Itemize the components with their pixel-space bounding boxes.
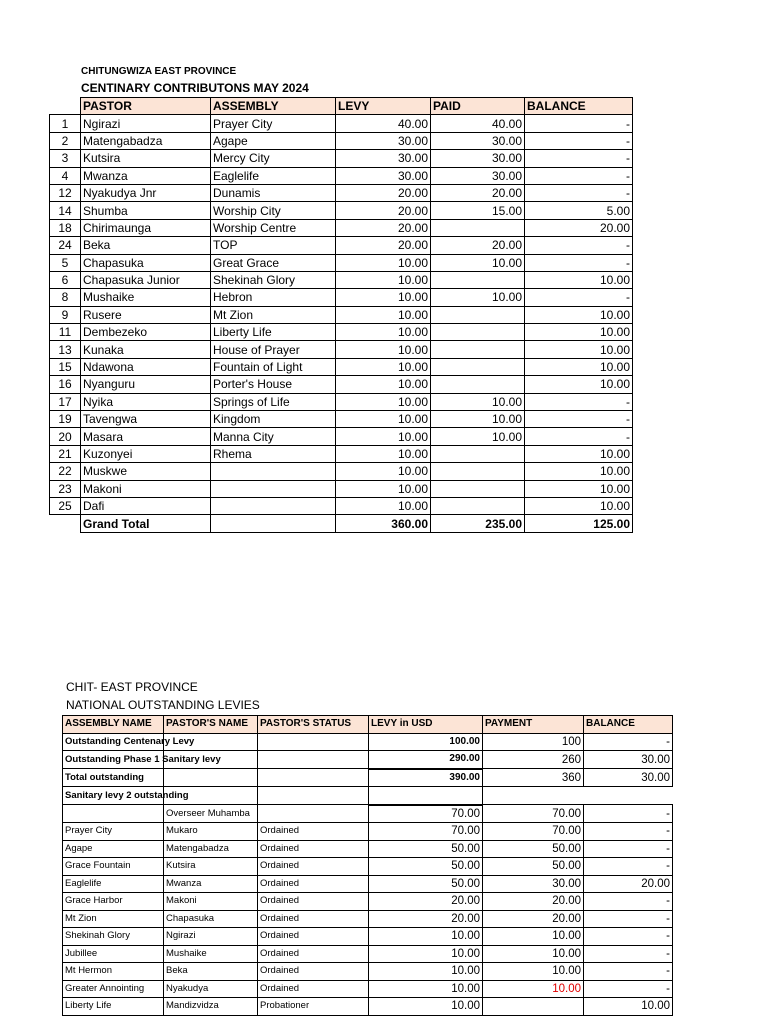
row-number: 18	[50, 219, 81, 236]
pastor-cell: Mukaro	[164, 823, 258, 841]
balance-cell: 10.00	[525, 376, 633, 393]
pastor-cell: Mushaike	[164, 945, 258, 963]
balance-cell: -	[584, 805, 673, 823]
table-row	[63, 875, 673, 893]
balance-cell: -	[525, 150, 633, 167]
table-row	[50, 167, 633, 184]
pastor-cell: Dembezeko	[81, 324, 211, 341]
table-row	[50, 254, 633, 271]
payment-cell: 10.00	[483, 963, 584, 981]
section2-title: NATIONAL OUTSTANDING LEVIES	[66, 698, 260, 712]
status-cell: Probationer	[258, 998, 369, 1016]
pastor-cell: Masara	[81, 428, 211, 445]
paid-cell	[431, 324, 525, 341]
pastor-cell: Matengabadza	[81, 132, 211, 149]
paid-cell: 30.00	[431, 150, 525, 167]
table-row	[63, 998, 673, 1016]
table-row	[63, 928, 673, 946]
pastor-cell: Nyakudya	[164, 980, 258, 998]
balance-cell: 20.00	[525, 219, 633, 236]
payment-cell: 10.00	[483, 928, 584, 946]
balance-cell: 10.00	[525, 358, 633, 375]
total-balance: 125.00	[525, 515, 633, 532]
summary-row	[63, 733, 673, 751]
levy-cell: 10.00	[336, 271, 431, 288]
table-row	[50, 497, 633, 514]
assembly-cell: Hebron	[211, 289, 336, 306]
header-balance: BALANCE	[525, 98, 633, 115]
row-number: 2	[50, 132, 81, 149]
levy-cell: 10.00	[369, 928, 483, 946]
outstanding-levies-table	[62, 715, 673, 1016]
payment-cell: 30.00	[483, 875, 584, 893]
blank-cell	[258, 733, 369, 751]
summary-label: Outstanding Centenary Levy	[63, 733, 164, 751]
balance-cell: -	[584, 858, 673, 876]
summary-levy: 100.00	[369, 733, 483, 751]
levy-cell: 10.00	[336, 306, 431, 323]
section1-province: CHITUNGWIZA EAST PROVINCE	[81, 66, 237, 77]
paid-cell: 30.00	[431, 167, 525, 184]
levy-cell: 10.00	[336, 411, 431, 428]
row-number: 14	[50, 202, 81, 219]
table-row	[63, 805, 673, 823]
paid-cell	[431, 445, 525, 462]
row-number: 17	[50, 393, 81, 410]
status-cell: Ordained	[258, 823, 369, 841]
row-number: 21	[50, 445, 81, 462]
summary-levy: 290.00	[369, 751, 483, 769]
levy-cell: 10.00	[336, 289, 431, 306]
assembly-cell: TOP	[211, 237, 336, 254]
table-row	[50, 237, 633, 254]
levy-cell: 20.00	[336, 219, 431, 236]
row-number: 3	[50, 150, 81, 167]
balance-cell: 10.00	[525, 271, 633, 288]
row-number: 15	[50, 358, 81, 375]
levy-cell: 20.00	[369, 910, 483, 928]
pastor-cell: Nyanguru	[81, 376, 211, 393]
balance-cell: -	[525, 411, 633, 428]
summary-levy: 390.00	[369, 769, 483, 787]
assembly-cell: Mt Zion	[63, 910, 164, 928]
row-number: 19	[50, 411, 81, 428]
levy-cell: 10.00	[336, 254, 431, 271]
section1-title: CENTINARY CONTRIBUTONS MAY 2024	[81, 81, 309, 95]
table-row	[63, 910, 673, 928]
header-no	[50, 98, 81, 115]
balance-cell: -	[525, 132, 633, 149]
levy-cell: 10.00	[369, 980, 483, 998]
row-number: 23	[50, 480, 81, 497]
table-row	[50, 341, 633, 358]
row-number: 1	[50, 115, 81, 132]
header-pastor-name: PASTOR'S NAME	[164, 716, 258, 734]
balance-cell: -	[584, 840, 673, 858]
assembly-cell: Shekinah Glory	[211, 271, 336, 288]
payment-cell: 70.00	[483, 805, 584, 823]
summary-row	[63, 751, 673, 769]
balance-cell: -	[584, 910, 673, 928]
assembly-cell	[211, 480, 336, 497]
levy-cell: 20.00	[336, 237, 431, 254]
pastor-cell: Ndawona	[81, 358, 211, 375]
balance-cell: -	[525, 184, 633, 201]
payment-cell: 50.00	[483, 858, 584, 876]
header-balance: BALANCE	[584, 716, 673, 734]
status-cell: Ordained	[258, 893, 369, 911]
header-pastor-status: PASTOR'S STATUS	[258, 716, 369, 734]
assembly-cell: Prayer City	[63, 823, 164, 841]
paid-cell: 15.00	[431, 202, 525, 219]
grand-total-row	[50, 515, 633, 532]
assembly-cell: Grace Harbor	[63, 893, 164, 911]
status-cell: Ordained	[258, 963, 369, 981]
levy-cell: 20.00	[369, 893, 483, 911]
balance-cell: -	[525, 254, 633, 271]
blank-cell	[164, 769, 258, 787]
balance-cell: 10.00	[525, 445, 633, 462]
row-number: 11	[50, 324, 81, 341]
pastor-cell: Kunaka	[81, 341, 211, 358]
balance-cell: 20.00	[584, 875, 673, 893]
payment-cell: 10.00	[483, 980, 584, 998]
payment-cell: 10.00	[483, 945, 584, 963]
pastor-cell: Ngirazi	[81, 115, 211, 132]
paid-cell: 10.00	[431, 411, 525, 428]
table-row	[63, 823, 673, 841]
levy-cell: 10.00	[336, 341, 431, 358]
paid-cell	[431, 306, 525, 323]
levy-cell: 50.00	[369, 875, 483, 893]
pastor-cell: Beka	[164, 963, 258, 981]
paid-cell	[431, 271, 525, 288]
levy-cell: 70.00	[369, 805, 483, 823]
balance-cell: 10.00	[525, 463, 633, 480]
paid-cell: 20.00	[431, 237, 525, 254]
blank-cell	[211, 515, 336, 532]
table-row	[50, 480, 633, 497]
table-row	[50, 289, 633, 306]
paid-cell	[431, 358, 525, 375]
blank-cell	[258, 787, 369, 805]
pastor-cell: Chapasuka	[81, 254, 211, 271]
pastor-cell: Makoni	[81, 480, 211, 497]
sanitary-label: Sanitary levy 2 outstanding	[63, 787, 164, 805]
levy-cell: 20.00	[336, 202, 431, 219]
table-row	[50, 411, 633, 428]
status-cell: Ordained	[258, 875, 369, 893]
table-row	[50, 219, 633, 236]
levy-cell: 10.00	[336, 324, 431, 341]
assembly-cell: Mercy City	[211, 150, 336, 167]
levy-cell: 10.00	[336, 480, 431, 497]
pastor-cell: Chapasuka Junior	[81, 271, 211, 288]
paid-cell: 20.00	[431, 184, 525, 201]
balance-cell: -	[525, 115, 633, 132]
assembly-cell: Prayer City	[211, 115, 336, 132]
assembly-cell: House of Prayer	[211, 341, 336, 358]
pastor-cell: Dafi	[81, 497, 211, 514]
table-row	[50, 428, 633, 445]
status-cell: Ordained	[258, 928, 369, 946]
section2-province: CHIT- EAST PROVINCE	[66, 680, 198, 694]
total-levy: 360.00	[336, 515, 431, 532]
status-cell	[258, 805, 369, 823]
table-row	[50, 115, 633, 132]
pastor-cell: Nyakudya Jnr	[81, 184, 211, 201]
blank-cell	[258, 751, 369, 769]
levy-cell: 10.00	[369, 945, 483, 963]
levy-cell: 10.00	[336, 445, 431, 462]
assembly-cell	[211, 463, 336, 480]
levy-cell: 50.00	[369, 858, 483, 876]
balance-cell: -	[584, 928, 673, 946]
blank-cell	[50, 515, 81, 532]
assembly-cell	[63, 805, 164, 823]
summary-balance: 30.00	[584, 751, 673, 769]
assembly-cell: Jubillee	[63, 945, 164, 963]
total-paid: 235.00	[431, 515, 525, 532]
assembly-cell: Liberty Life	[211, 324, 336, 341]
balance-cell: -	[525, 393, 633, 410]
table-row	[63, 893, 673, 911]
pastor-cell: Chirimaunga	[81, 219, 211, 236]
assembly-cell: Worship Centre	[211, 219, 336, 236]
pastor-cell: Tavengwa	[81, 411, 211, 428]
table-row	[50, 150, 633, 167]
assembly-cell: Springs of Life	[211, 393, 336, 410]
sanitary-label-row	[63, 787, 673, 805]
grand-total-label: Grand Total	[81, 515, 211, 532]
summary-balance: -	[584, 733, 673, 751]
paid-cell	[431, 341, 525, 358]
table-row	[50, 184, 633, 201]
assembly-cell: Great Grace	[211, 254, 336, 271]
row-number: 25	[50, 497, 81, 514]
row-number: 24	[50, 237, 81, 254]
row-number: 22	[50, 463, 81, 480]
row-number: 12	[50, 184, 81, 201]
blank-cell	[369, 787, 483, 805]
balance-cell: -	[584, 823, 673, 841]
table-row	[50, 132, 633, 149]
table-row	[63, 945, 673, 963]
summary-payment: 100	[483, 733, 584, 751]
levy-cell: 10.00	[336, 463, 431, 480]
levy-cell: 10.00	[336, 393, 431, 410]
row-number: 9	[50, 306, 81, 323]
table-row	[63, 963, 673, 981]
paid-cell: 40.00	[431, 115, 525, 132]
header-levy-usd: LEVY in USD	[369, 716, 483, 734]
table-row	[63, 840, 673, 858]
paid-cell: 30.00	[431, 132, 525, 149]
assembly-cell: Grace Fountain	[63, 858, 164, 876]
assembly-cell: Eaglelife	[211, 167, 336, 184]
header-assembly-name: ASSEMBLY NAME	[63, 716, 164, 734]
summary-payment: 360	[483, 769, 584, 787]
table-row	[63, 980, 673, 998]
levy-cell: 50.00	[369, 840, 483, 858]
assembly-cell: Agape	[63, 840, 164, 858]
pastor-cell: Muskwe	[81, 463, 211, 480]
summary-row	[63, 769, 673, 787]
pastor-cell: Kutsira	[164, 858, 258, 876]
summary-balance: 30.00	[584, 769, 673, 787]
blank-cell	[584, 787, 673, 805]
table-header-row	[63, 716, 673, 734]
levy-cell: 30.00	[336, 132, 431, 149]
assembly-cell: Shekinah Glory	[63, 928, 164, 946]
levy-cell: 10.00	[336, 358, 431, 375]
assembly-cell	[211, 497, 336, 514]
paid-cell: 10.00	[431, 393, 525, 410]
status-cell: Ordained	[258, 858, 369, 876]
table-row	[50, 306, 633, 323]
levy-cell: 70.00	[369, 823, 483, 841]
pastor-cell: Kuzonyei	[81, 445, 211, 462]
paid-cell: 10.00	[431, 254, 525, 271]
summary-payment: 260	[483, 751, 584, 769]
header-pastor: PASTOR	[81, 98, 211, 115]
pastor-cell: Beka	[81, 237, 211, 254]
balance-cell: -	[584, 963, 673, 981]
assembly-cell: Liberty Life	[63, 998, 164, 1016]
assembly-cell: Rhema	[211, 445, 336, 462]
table-row	[50, 376, 633, 393]
assembly-cell: Mt Hermon	[63, 963, 164, 981]
status-cell: Ordained	[258, 980, 369, 998]
levy-cell: 10.00	[336, 376, 431, 393]
header-levy: LEVY	[336, 98, 431, 115]
pastor-cell: Matengabadza	[164, 840, 258, 858]
row-number: 8	[50, 289, 81, 306]
pastor-cell: Overseer Muhamba	[164, 805, 258, 823]
table-row	[63, 858, 673, 876]
pastor-cell: Chapasuka	[164, 910, 258, 928]
table-row	[50, 358, 633, 375]
balance-cell: 10.00	[525, 341, 633, 358]
paid-cell	[431, 497, 525, 514]
balance-cell: -	[525, 237, 633, 254]
assembly-cell: Agape	[211, 132, 336, 149]
assembly-cell: Worship City	[211, 202, 336, 219]
pastor-cell: Shumba	[81, 202, 211, 219]
payment-cell: 20.00	[483, 910, 584, 928]
table-row	[50, 271, 633, 288]
payment-cell	[483, 998, 584, 1016]
balance-cell: 10.00	[525, 480, 633, 497]
levy-cell: 10.00	[369, 998, 483, 1016]
payment-cell: 20.00	[483, 893, 584, 911]
row-number: 16	[50, 376, 81, 393]
pastor-cell: Mushaike	[81, 289, 211, 306]
status-cell: Ordained	[258, 910, 369, 928]
levy-cell: 20.00	[336, 184, 431, 201]
table-row	[50, 445, 633, 462]
levy-cell: 10.00	[336, 428, 431, 445]
balance-cell: -	[584, 980, 673, 998]
levy-cell: 30.00	[336, 150, 431, 167]
paid-cell: 10.00	[431, 289, 525, 306]
balance-cell: 10.00	[584, 998, 673, 1016]
levy-cell: 10.00	[369, 963, 483, 981]
assembly-cell: Dunamis	[211, 184, 336, 201]
row-number: 6	[50, 271, 81, 288]
assembly-cell: Eaglelife	[63, 875, 164, 893]
pastor-cell: Ngirazi	[164, 928, 258, 946]
balance-cell: 10.00	[525, 497, 633, 514]
table-header-row	[50, 98, 633, 115]
summary-label: Outstanding Phase 1 Sanitary levy	[63, 751, 164, 769]
paid-cell	[431, 480, 525, 497]
paid-cell	[431, 463, 525, 480]
paid-cell	[431, 376, 525, 393]
assembly-cell: Manna City	[211, 428, 336, 445]
balance-cell: 5.00	[525, 202, 633, 219]
table-row	[50, 463, 633, 480]
header-assembly: ASSEMBLY	[211, 98, 336, 115]
table-row	[50, 324, 633, 341]
pastor-cell: Nyika	[81, 393, 211, 410]
paid-cell	[431, 219, 525, 236]
centinary-table	[49, 97, 633, 533]
assembly-cell: Greater Annointing	[63, 980, 164, 998]
pastor-cell: Mwanza	[164, 875, 258, 893]
pastor-cell: Mandizvidza	[164, 998, 258, 1016]
balance-cell: -	[584, 945, 673, 963]
levy-cell: 30.00	[336, 167, 431, 184]
status-cell: Ordained	[258, 840, 369, 858]
balance-cell: 10.00	[525, 324, 633, 341]
blank-cell	[483, 787, 584, 805]
balance-cell: -	[525, 289, 633, 306]
row-number: 4	[50, 167, 81, 184]
table-row	[50, 393, 633, 410]
pastor-cell: Kutsira	[81, 150, 211, 167]
assembly-cell: Fountain of Light	[211, 358, 336, 375]
row-number: 5	[50, 254, 81, 271]
levy-cell: 40.00	[336, 115, 431, 132]
balance-cell: 10.00	[525, 306, 633, 323]
header-paid: PAID	[431, 98, 525, 115]
pastor-cell: Rusere	[81, 306, 211, 323]
levy-cell: 10.00	[336, 497, 431, 514]
summary-label: Total outstanding	[63, 769, 164, 787]
paid-cell: 10.00	[431, 428, 525, 445]
header-payment: PAYMENT	[483, 716, 584, 734]
blank-cell	[258, 769, 369, 787]
payment-cell: 70.00	[483, 823, 584, 841]
assembly-cell: Mt Zion	[211, 306, 336, 323]
balance-cell: -	[525, 167, 633, 184]
assembly-cell: Kingdom	[211, 411, 336, 428]
status-cell: Ordained	[258, 945, 369, 963]
payment-cell: 50.00	[483, 840, 584, 858]
row-number: 20	[50, 428, 81, 445]
pastor-cell: Mwanza	[81, 167, 211, 184]
assembly-cell: Porter's House	[211, 376, 336, 393]
balance-cell: -	[525, 428, 633, 445]
table-row	[50, 202, 633, 219]
row-number: 13	[50, 341, 81, 358]
balance-cell: -	[584, 893, 673, 911]
pastor-cell: Makoni	[164, 893, 258, 911]
